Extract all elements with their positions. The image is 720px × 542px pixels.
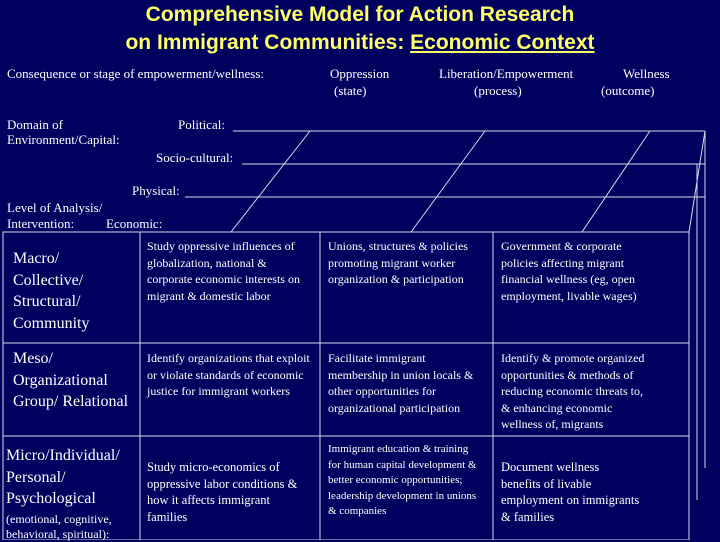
- domain-label-line-2: Environment/Capital:: [7, 132, 120, 147]
- oppression-subheader: (state): [334, 83, 367, 98]
- row-meso-label: Meso/ Organizational Group/ Relational: [13, 350, 129, 410]
- depth-line-col2: [231, 131, 310, 232]
- physical-label: Physical:: [132, 183, 180, 198]
- level-label-line-2: Intervention:: [7, 216, 75, 231]
- title-economic-context: Economic Context: [410, 31, 595, 54]
- liberation-subheader: (process): [474, 83, 522, 98]
- wellness-header: Wellness: [623, 66, 670, 81]
- row-micro-liberation: Immigrant education & training for human capital development & better economic opportunities; leadership development in unions & companies: [328, 443, 477, 517]
- wellness-subheader: (outcome): [601, 83, 655, 98]
- economic-label: Economic:: [106, 216, 163, 231]
- row-meso-wellness: Identify & promote organized opportunities & methods of reducing economic threats to, & enhancing economic wellness of, migrants: [501, 351, 645, 431]
- row-macro-oppression: Study oppressive influences of globalization, national & corporate economic interests on migrant & domestic labor: [147, 239, 300, 303]
- row-micro-label: [6, 445, 136, 542]
- row-macro-liberation: Unions, structures & policies promoting migrant worker organization & participation: [328, 239, 468, 286]
- title-line-1: Comprehensive Model for Action Research: [145, 3, 575, 26]
- level-label-line-1: Level of Analysis/: [7, 200, 103, 215]
- row-micro-oppression: Study micro-economics of oppressive labor conditions & how it affects immigrant families: [147, 460, 298, 524]
- row-macro-label: Macro/ Collective/ Structural/ Community: [13, 250, 90, 332]
- row-micro-wellness: Document wellness benefits of livable employment on immigrants & families: [501, 460, 640, 524]
- sociocultural-label: Socio-cultural:: [156, 150, 234, 165]
- consequence-label: Consequence or stage of empowerment/wellness:: [7, 66, 265, 81]
- row-micro-label-main: Micro/Individual/ Personal/ Psychological: [6, 447, 120, 507]
- row-meso-oppression: Identify organizations that exploit or violate standards of economic justice for immigrant workers: [147, 351, 310, 398]
- depth-line-col3: [411, 131, 485, 232]
- political-label: Political:: [178, 117, 225, 132]
- oppression-header: Oppression: [330, 66, 390, 81]
- liberation-header: Liberation/Empowerment: [439, 66, 574, 81]
- row-macro-wellness: Government & corporate policies affecting migrant financial wellness (eg, open employment, livable wages): [501, 239, 637, 303]
- row-micro-label-sub: (emotional, cognitive, behavioral, spiritual):: [6, 511, 112, 541]
- row-meso-liberation: Facilitate immigrant membership in union locals & other opportunities for organizational participation: [328, 351, 474, 415]
- domain-label-line-1: Domain of: [7, 117, 63, 132]
- depth-line-col4: [582, 131, 650, 232]
- title-line-2-prefix: on Immigrant Communities:: [125, 31, 411, 54]
